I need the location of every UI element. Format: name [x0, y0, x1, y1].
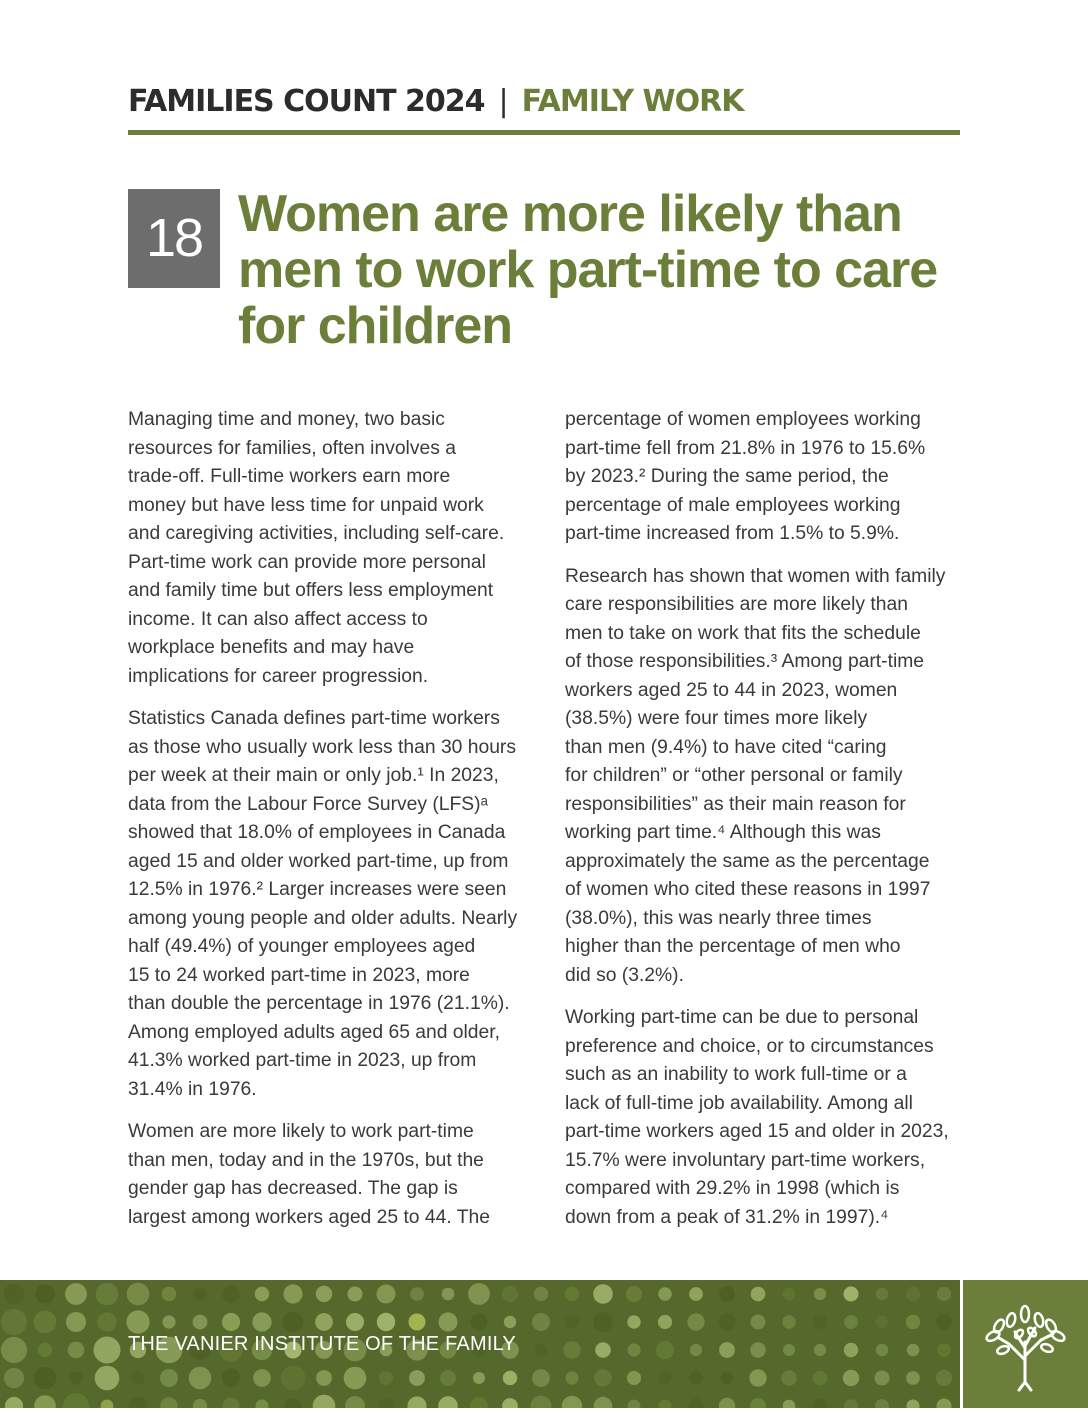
- decorative-dot: [410, 1287, 424, 1301]
- section-title: FAMILY WORK: [521, 84, 744, 119]
- decorative-dot: [35, 1284, 55, 1304]
- decorative-dot: [782, 1315, 796, 1329]
- decorative-dot: [97, 1312, 116, 1331]
- decorative-dot: [316, 1370, 332, 1386]
- page-title: [238, 186, 978, 354]
- paragraph: [565, 406, 965, 549]
- paragraph: [565, 563, 965, 991]
- text-line: of those responsibilities.³ Among part-time: [565, 651, 925, 672]
- decorative-dot: [814, 1344, 826, 1356]
- decorative-dot: [907, 1344, 920, 1357]
- text-line: per week at their main or only job.¹ In 2023,: [128, 765, 499, 786]
- decorative-dot: [563, 1341, 580, 1358]
- text-line: than men, today and in the 1970s, but the: [128, 1149, 484, 1171]
- decorative-dot: [627, 1315, 640, 1328]
- decorative-dot: [379, 1399, 394, 1408]
- decorative-dot: [719, 1342, 735, 1358]
- decorative-dot: [813, 1399, 828, 1408]
- decorative-dot: [658, 1315, 672, 1329]
- text-line: aged 15 and older worked part-time, up from: [128, 850, 509, 872]
- decorative-dot: [783, 1288, 796, 1301]
- text-line: 12.5% in 1976.² Larger increases were seen: [128, 879, 507, 900]
- decorative-dot: [442, 1288, 455, 1301]
- text-line: part-time workers aged 15 and older in 2023,: [565, 1121, 949, 1142]
- decorative-dot: [750, 1342, 765, 1357]
- decorative-dot: [131, 1371, 145, 1385]
- decorative-dot: [532, 1369, 550, 1387]
- decorative-dot: [813, 1315, 827, 1329]
- decorative-dot: [68, 1342, 85, 1359]
- decorative-dot: [281, 1366, 306, 1391]
- decorative-dot: [409, 1314, 426, 1331]
- decorative-dot: [593, 1312, 613, 1332]
- decorative-dot: [844, 1399, 857, 1408]
- decorative-dot: [503, 1371, 517, 1385]
- decorative-dot: [907, 1400, 920, 1409]
- decorative-dot: [656, 1341, 674, 1359]
- text-line: half (49.4%) of younger employees aged: [128, 936, 476, 957]
- footer-band: [0, 1280, 960, 1408]
- decorative-dot: [502, 1398, 518, 1408]
- decorative-dot: [283, 1312, 304, 1333]
- decorative-dot: [687, 1313, 704, 1330]
- decorative-dot: [594, 1397, 612, 1408]
- decorative-dot: [658, 1287, 672, 1301]
- text-line: 31.4% in 1976.: [128, 1078, 257, 1100]
- decorative-dot: [595, 1342, 611, 1358]
- decorative-dot: [65, 1283, 87, 1305]
- decorative-dot: [875, 1371, 890, 1386]
- title-line: for children: [238, 297, 513, 355]
- text-line: than men (9.4%) to have cited “caring: [565, 736, 887, 758]
- text-line: part-time fell from 21.8% in 1976 to 15.6%: [565, 437, 926, 459]
- decorative-dot: [565, 1315, 579, 1329]
- text-line: as those who usually work less than 30 hours: [128, 736, 516, 758]
- decorative-dot: [222, 1313, 240, 1331]
- text-line: responsibilities” as their main reason for: [565, 793, 906, 815]
- text-line: lack of full-time job availability. Among all: [565, 1092, 913, 1114]
- decorative-dot: [626, 1286, 642, 1302]
- decorative-dot: [128, 1396, 147, 1408]
- decorative-dot: [34, 1395, 56, 1408]
- text-line: 15.7% were involuntary part-time workers,: [565, 1149, 926, 1171]
- decorative-dot: [160, 1397, 177, 1408]
- decorative-dot: [63, 1393, 89, 1408]
- text-line: money but have less time for unpaid work: [128, 494, 484, 516]
- decorative-dot: [937, 1399, 952, 1409]
- decorative-dot: [222, 1369, 240, 1387]
- item-number-badge: 18: [128, 189, 220, 288]
- logo-panel: [963, 1280, 1088, 1408]
- paragraph: [565, 1004, 965, 1232]
- text-line: of women who cited these reasons in 1997: [565, 879, 931, 900]
- decorative-dot: [906, 1371, 920, 1385]
- text-line: preference and choice, or to circumstances: [565, 1035, 934, 1057]
- left-text-column: [128, 406, 528, 1246]
- decorative-dot: [379, 1371, 393, 1385]
- decorative-dot: [658, 1371, 672, 1385]
- decorative-dot: [628, 1400, 641, 1408]
- decorative-dot: [906, 1315, 920, 1329]
- decorative-dot: [162, 1315, 175, 1328]
- decorative-dot: [348, 1287, 363, 1302]
- decorative-dot: [193, 1399, 207, 1408]
- decorative-dot: [565, 1371, 578, 1384]
- header-rule: [128, 130, 960, 135]
- text-line: 15 to 24 worked part-time in 2023, more: [128, 964, 470, 986]
- decorative-dot: [345, 1396, 365, 1408]
- decorative-dot: [189, 1367, 212, 1390]
- decorative-dot: [440, 1370, 456, 1386]
- text-line: down from a peak of 31.2% in 1997).⁴: [565, 1206, 889, 1228]
- decorative-dot: [594, 1369, 611, 1386]
- decorative-dot: [162, 1287, 177, 1302]
- decorative-dot: [4, 1284, 25, 1305]
- decorative-dot: [906, 1287, 920, 1301]
- text-line: gender gap has decreased. The gap is: [128, 1178, 458, 1199]
- decorative-dot: [937, 1343, 950, 1356]
- decorative-dot: [814, 1288, 826, 1300]
- text-line: care responsibilities are more likely than: [565, 594, 908, 615]
- decorative-dot: [470, 1397, 488, 1408]
- decorative-dot: [1, 1309, 27, 1335]
- decorative-dot: [936, 1370, 952, 1386]
- decorative-dot: [1, 1337, 27, 1363]
- decorative-dot: [690, 1344, 702, 1356]
- text-line: Working part-time can be due to personal: [565, 1007, 919, 1028]
- decorative-dot: [222, 1285, 240, 1303]
- text-line: Among employed adults aged 65 and older,: [128, 1021, 500, 1043]
- decorative-dot: [69, 1371, 83, 1385]
- decorative-dot: [783, 1400, 796, 1408]
- decorative-dot: [256, 1400, 269, 1409]
- paragraph: [128, 705, 528, 1104]
- decorative-dot: [407, 1396, 426, 1408]
- text-line: implications for career progression.: [128, 665, 429, 687]
- text-line: did so (3.2%).: [565, 964, 684, 986]
- decorative-dot: [719, 1286, 735, 1302]
- text-line: and caregiving activities, including self-care.: [128, 523, 505, 544]
- decorative-dot: [160, 1369, 178, 1387]
- decorative-dot: [252, 1312, 271, 1331]
- decorative-dot: [843, 1370, 859, 1386]
- decorative-dot: [721, 1372, 733, 1384]
- decorative-dot: [193, 1287, 207, 1301]
- text-line: showed that 18.0% of employees in Canada: [128, 822, 506, 843]
- decorative-dot: [751, 1287, 766, 1302]
- decorative-dot: [34, 1311, 57, 1334]
- text-line: resources for families, often involves a: [128, 437, 456, 459]
- decorative-dot: [409, 1370, 425, 1386]
- decorative-dot: [532, 1313, 550, 1331]
- decorative-dot: [876, 1316, 889, 1329]
- decorative-dot: [936, 1314, 951, 1329]
- decorative-dot: [502, 1286, 518, 1302]
- text-line: 41.3% worked part-time in 2023, up from: [128, 1050, 477, 1071]
- text-line: trade-off. Full-time workers earn more: [128, 466, 451, 487]
- decorative-dot: [783, 1344, 795, 1356]
- decorative-dot: [101, 1400, 114, 1408]
- decorative-dot: [223, 1398, 240, 1408]
- decorative-dot: [627, 1371, 641, 1385]
- decorative-dot: [377, 1285, 396, 1304]
- decorative-dot: [96, 1283, 119, 1306]
- decorative-dot: [66, 1312, 86, 1332]
- text-line: men to take on work that fits the schedule: [565, 622, 921, 644]
- decorative-dot: [127, 1283, 150, 1306]
- decorative-dot: [253, 1369, 271, 1387]
- decorative-dot: [285, 1398, 301, 1408]
- decorative-dot: [377, 1313, 395, 1331]
- decorative-dot: [562, 1396, 582, 1408]
- text-line: for children” or “other personal or family: [565, 765, 903, 786]
- decorative-dot: [346, 1313, 364, 1331]
- decorative-dot: [283, 1284, 302, 1303]
- decorative-dot: [750, 1398, 766, 1408]
- decorative-dot: [689, 1287, 703, 1301]
- decorative-dot: [126, 1310, 149, 1333]
- decorative-dot: [844, 1343, 858, 1357]
- text-line: Women are more likely to work part-time: [128, 1121, 474, 1142]
- text-line: percentage of male employees working: [565, 494, 901, 516]
- text-line: Part-time work can provide more personal: [128, 551, 486, 573]
- text-line: income. It can also affect access to: [128, 608, 428, 630]
- text-line: Managing time and money, two basic: [128, 409, 445, 430]
- text-line: workplace benefits and may have: [128, 637, 415, 658]
- organization-name: THE VANIER INSTITUTE OF THE FAMILY: [128, 1333, 516, 1355]
- text-line: such as an inability to work full-time or a: [565, 1064, 907, 1085]
- decorative-dot: [5, 1397, 23, 1408]
- decorative-dot: [438, 1396, 458, 1408]
- decorative-dot: [504, 1316, 516, 1328]
- decorative-dot: [937, 1287, 951, 1301]
- decorative-dot: [751, 1315, 766, 1330]
- decorative-dot: [689, 1371, 703, 1385]
- text-line: (38.5%) were four times more likely: [565, 708, 868, 729]
- text-line: Statistics Canada defines part-time workers: [128, 708, 500, 729]
- text-line: approximately the same as the percentage: [565, 850, 930, 872]
- decorative-dot: [473, 1372, 485, 1384]
- decorative-dot: [534, 1287, 548, 1301]
- decorative-dot: [4, 1368, 24, 1388]
- decorative-dot: [876, 1344, 888, 1356]
- text-line: by 2023.² During the same period, the: [565, 466, 889, 487]
- text-line: among young people and older adults. Nearly: [128, 907, 518, 929]
- paragraph: [128, 406, 528, 691]
- decorative-dot: [688, 1398, 703, 1408]
- decorative-dot: [659, 1400, 672, 1408]
- text-line: Research has shown that women with family: [565, 565, 946, 587]
- decorative-dot: [813, 1371, 827, 1385]
- decorative-dot: [468, 1283, 490, 1305]
- decorative-dot: [749, 1369, 766, 1386]
- series-title: FAMILIES COUNT 2024: [128, 84, 485, 119]
- text-line: compared with 29.2% in 1998 (which is: [565, 1178, 900, 1199]
- decorative-dot: [313, 1395, 336, 1408]
- decorative-dot: [255, 1287, 269, 1301]
- text-line: working part time.⁴ Although this was: [565, 822, 881, 843]
- decorative-dot: [593, 1284, 613, 1304]
- page-header: [128, 84, 960, 120]
- header-separator: |: [498, 84, 508, 119]
- text-line: than double the percentage in 1976 (21.1%).: [128, 993, 510, 1014]
- decorative-dot: [719, 1398, 735, 1408]
- decorative-dot: [316, 1286, 332, 1302]
- decorative-dot: [876, 1288, 889, 1301]
- decorative-dot: [781, 1370, 797, 1386]
- decorative-dot: [315, 1313, 333, 1331]
- decorative-dot: [95, 1366, 120, 1391]
- text-line: higher than the percentage of men who: [565, 936, 901, 957]
- decorative-dot: [565, 1287, 579, 1301]
- right-text-column: [565, 406, 965, 1246]
- text-line: part-time increased from 1.5% to 5.9%.: [565, 523, 900, 544]
- text-line: workers aged 25 to 44 in 2023, women: [565, 679, 898, 701]
- decorative-dot: [875, 1399, 889, 1408]
- text-line: percentage of women employees working: [565, 409, 921, 430]
- paragraph: [128, 1118, 528, 1232]
- text-line: and family time but offers less employment: [128, 580, 494, 601]
- tree-logo-icon: [963, 1280, 1088, 1408]
- decorative-dot: [844, 1287, 859, 1302]
- text-line: largest among workers aged 25 to 44. The: [128, 1206, 490, 1228]
- decorative-dot: [344, 1367, 367, 1390]
- decorative-dot: [94, 1337, 121, 1364]
- title-line: Women are more likely than: [238, 185, 902, 243]
- decorative-dot: [535, 1344, 547, 1356]
- title-line: men to work part-time to care: [238, 241, 938, 299]
- decorative-dot: [531, 1396, 552, 1409]
- decorative-dot: [627, 1343, 640, 1356]
- text-line: data from the Labour Force Survey (LFS)ᵃ: [128, 793, 488, 815]
- decorative-dot: [34, 1367, 57, 1390]
- text-line: (38.0%), this was nearly three times: [565, 907, 872, 929]
- decorative-dot: [844, 1315, 858, 1329]
- decorative-dot: [718, 1313, 735, 1330]
- decorative-dot: [38, 1343, 52, 1357]
- decorative-dot: [470, 1313, 487, 1330]
- decorative-dot: [193, 1315, 208, 1330]
- decorative-dot: [439, 1313, 458, 1332]
